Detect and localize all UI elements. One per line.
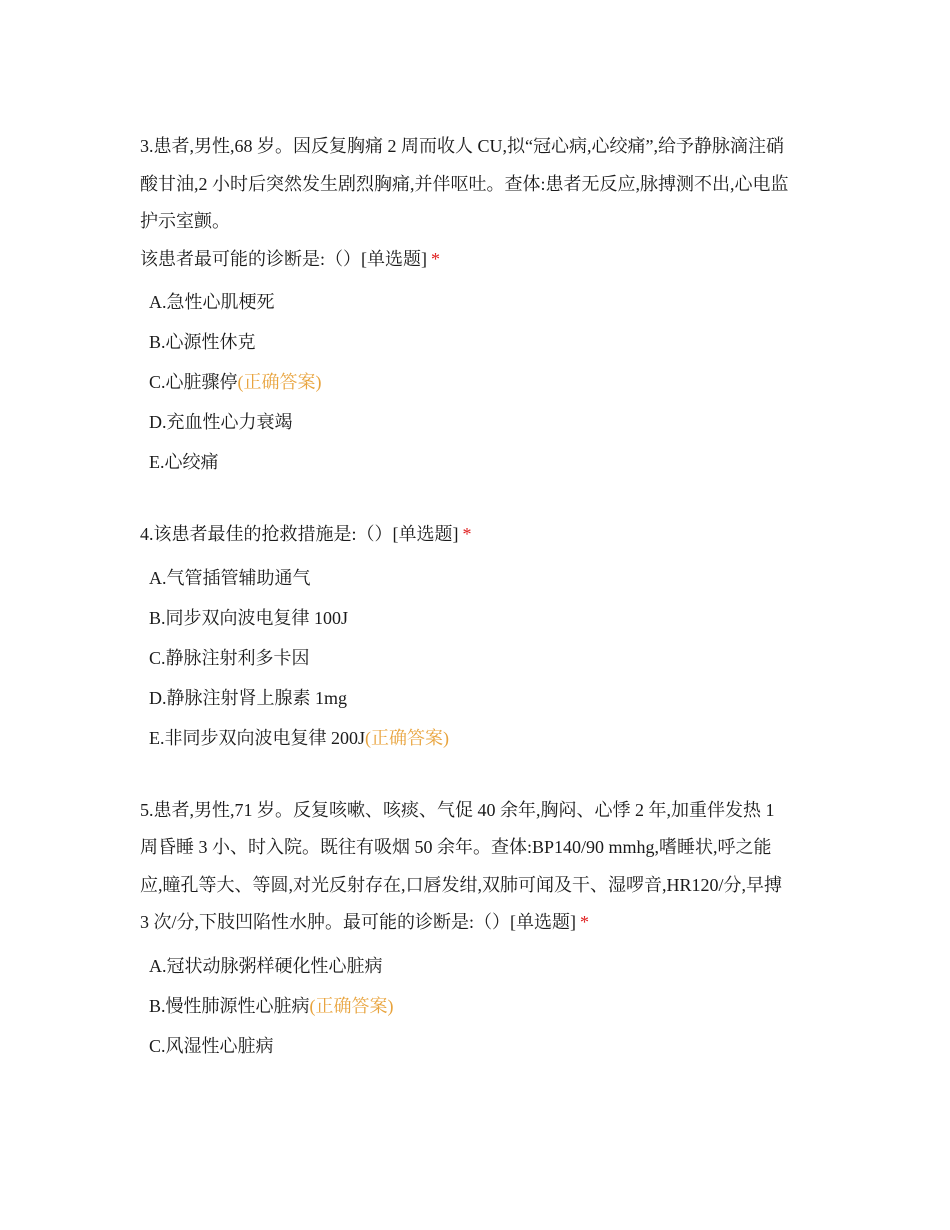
- stem-line: 3.患者,男性,68 岁。因反复胸痛 2 周而收人 CU,拟“冠心病,心绞痛”,给予静脉滴注硝: [140, 136, 784, 156]
- option-text: A.急性心肌梗死: [149, 292, 275, 312]
- stem-line: 酸甘油,2 小时后突然发生剧烈胸痛,并伴呕吐。查体:患者无反应,脉搏测不出,心电监: [140, 173, 789, 194]
- option-text: B.同步双向波电复律 100J: [149, 607, 349, 628]
- stem-line: 5.患者,男性,71 岁。反复咳嗽、咳痰、气促 40 余年,胸闷、心悸 2 年,加重伴发热 1: [140, 799, 775, 820]
- question-text: 4.该患者最佳的抢救措施是:（）[单选题]: [140, 524, 459, 544]
- question-prompt: [140, 904, 820, 942]
- option-c[interactable]: [149, 1026, 820, 1066]
- option-text: E.心绞痛: [149, 452, 219, 472]
- option-text: A.气管插管辅助通气: [149, 567, 311, 588]
- option-text: C.风湿性心脏病: [149, 1035, 274, 1056]
- option-text: B.慢性肺源性心脏病: [149, 995, 310, 1016]
- option-list: [140, 946, 820, 1066]
- option-b[interactable]: [149, 986, 820, 1026]
- question-4: [140, 516, 820, 758]
- option-b[interactable]: [149, 322, 820, 362]
- correct-answer-label: (正确答案): [309, 995, 394, 1016]
- required-mark: *: [462, 524, 472, 544]
- option-d[interactable]: [149, 402, 820, 442]
- question-3: [140, 128, 820, 482]
- question-stem: [140, 792, 820, 905]
- correct-answer-label: (正确答案): [237, 372, 322, 392]
- option-text: D.静脉注射肾上腺素 1mg: [149, 687, 347, 708]
- stem-line: 护示室颤。: [140, 211, 230, 231]
- option-text: C.心脏骤停: [149, 372, 238, 392]
- correct-answer-label: (正确答案): [365, 727, 449, 748]
- question-prompt: [140, 516, 820, 554]
- option-b[interactable]: [149, 598, 820, 638]
- stem-line: 周昏睡 3 小、时入院。既往有吸烟 50 余年。查体:BP140/90 mmhg,嗜睡状,呼之能: [140, 837, 772, 857]
- option-e[interactable]: [149, 718, 820, 758]
- required-mark: *: [580, 912, 589, 932]
- option-text: C.静脉注射利多卡因: [149, 647, 310, 668]
- option-c[interactable]: [149, 638, 820, 678]
- option-list: [140, 558, 820, 758]
- stem-line: 应,瞳孔等大、等圆,对光反射存在,口唇发绀,双肺可闻及干、湿啰音,HR120/分,早搏: [140, 874, 783, 895]
- option-c[interactable]: [149, 362, 820, 402]
- question-text: 3 次/分,下肢凹陷性水肿。最可能的诊断是:（）[单选题]: [140, 912, 576, 932]
- question-stem: [140, 128, 820, 241]
- option-text: D.充血性心力衰竭: [149, 412, 293, 432]
- option-a[interactable]: [149, 558, 820, 598]
- question-prompt: [140, 241, 820, 279]
- option-d[interactable]: [149, 678, 820, 718]
- option-a[interactable]: [149, 946, 820, 986]
- survey-page: [140, 128, 820, 1066]
- question-5: [140, 792, 820, 1066]
- option-text: B.心源性休克: [149, 332, 256, 352]
- option-text: E.非同步双向波电复律 200J: [149, 727, 365, 748]
- option-e[interactable]: [149, 442, 820, 482]
- required-mark: *: [431, 248, 440, 269]
- question-text: 该患者最可能的诊断是:（）[单选题]: [140, 248, 427, 269]
- option-text: A.冠状动脉粥样硬化性心脏病: [149, 955, 383, 976]
- option-a[interactable]: [149, 282, 820, 322]
- option-list: [140, 282, 820, 482]
